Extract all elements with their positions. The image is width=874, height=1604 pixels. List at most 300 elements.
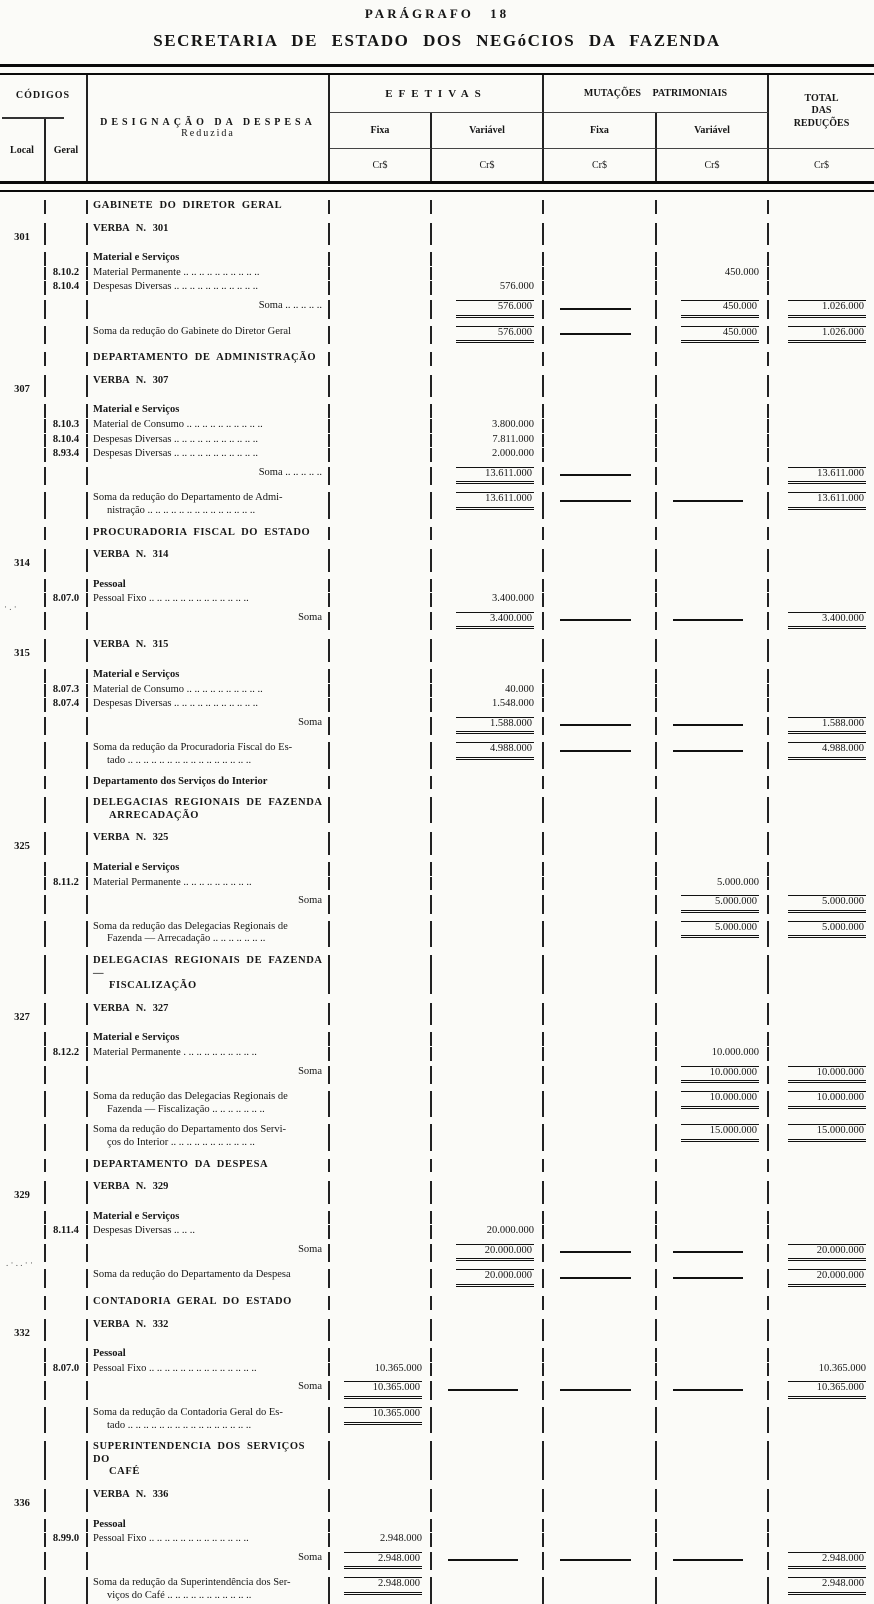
cell-designacao <box>88 252 330 266</box>
table-row <box>0 876 874 891</box>
cell-efetivas-variavel <box>432 549 544 572</box>
cell-efetivas-variavel <box>432 579 544 593</box>
cell-efetivas-variavel <box>432 832 544 855</box>
table-row <box>0 1204 874 1225</box>
amount: 3.400.000 <box>492 593 534 605</box>
cell-mutacoes-variavel <box>657 717 769 736</box>
cell-mutacoes-fixa <box>544 1296 657 1310</box>
cell-geral-code <box>46 1066 88 1085</box>
cell-total-reducoes <box>769 467 874 486</box>
table-row <box>0 607 874 631</box>
amount: 5.000.000 <box>788 921 866 939</box>
cell-geral-code <box>46 1296 88 1310</box>
cell-efetivas-variavel <box>432 1348 544 1362</box>
row-label-line2: FISCALIZAÇÃO <box>109 980 197 992</box>
cell-efetivas-variavel <box>432 419 544 433</box>
cell-total-reducoes <box>769 1296 874 1310</box>
table-row <box>0 1084 874 1117</box>
cell-local-code <box>0 527 46 541</box>
cell-efetivas-variavel <box>432 375 544 398</box>
cell-mutacoes-fixa <box>544 698 657 712</box>
row-label: Material de Consumo .. .. .. .. .. .. .. .. .. .. <box>93 418 263 430</box>
cell-local-code <box>0 877 46 891</box>
cell-geral-code <box>46 742 88 768</box>
cell-geral-code: 8.11.2 <box>46 877 88 891</box>
dash-mark <box>560 750 630 752</box>
cell-total-reducoes <box>769 742 874 768</box>
codes-subheaders <box>0 119 86 181</box>
row-label: Departamento dos Serviços do Interior <box>93 775 268 787</box>
cell-local-code <box>0 684 46 698</box>
cell-mutacoes-fixa <box>544 1124 657 1150</box>
cell-geral-code <box>46 1211 88 1225</box>
cell-designacao <box>88 921 330 947</box>
cell-efetivas-fixa <box>330 1032 432 1046</box>
cell-efetivas-variavel <box>432 1047 544 1061</box>
cell-designacao <box>88 1032 330 1046</box>
cell-total-reducoes <box>769 593 874 607</box>
cell-mutacoes-variavel <box>657 281 769 295</box>
cell-local-code <box>0 1381 46 1400</box>
amount: 1.588.000 <box>788 717 866 735</box>
total-line-3: REDUÇÕES <box>793 117 850 129</box>
cell-total-reducoes <box>769 797 874 823</box>
cell-mutacoes-variavel <box>657 375 769 398</box>
cell-local-code <box>0 434 46 448</box>
row-label: Soma da redução do Departamento da Despesa <box>93 1269 291 1281</box>
cell-geral-code <box>46 1577 88 1603</box>
cell-total-reducoes <box>769 1032 874 1046</box>
table-row <box>0 295 874 319</box>
cell-mutacoes-fixa <box>544 955 657 994</box>
cell-efetivas-fixa <box>330 669 432 683</box>
cell-total-reducoes <box>769 612 874 631</box>
cell-efetivas-variavel <box>432 639 544 662</box>
cell-mutacoes-variavel <box>657 448 769 462</box>
cell-efetivas-fixa <box>330 684 432 698</box>
amount: 13.611.000 <box>788 492 866 510</box>
dash-mark <box>560 724 630 726</box>
row-label: Material e Serviços <box>93 862 180 873</box>
cell-total-reducoes <box>769 527 874 541</box>
header-bottom-rule <box>0 181 874 192</box>
scanned-budget-page <box>0 6 874 1601</box>
cell-designacao <box>88 281 330 295</box>
cell-geral-code: 8.10.2 <box>46 267 88 281</box>
cell-total-reducoes <box>769 921 874 947</box>
cell-local-code <box>0 492 46 518</box>
row-label: Material de Consumo .. .. .. .. .. .. .. .. .. .. <box>93 683 263 695</box>
row-label: Despesas Diversas .. .. .. .. .. .. .. .. .. .. .. <box>93 281 259 293</box>
cell-geral-code <box>46 467 88 486</box>
cell-total-reducoes <box>769 1269 874 1288</box>
cell-total-reducoes <box>769 1489 874 1512</box>
cell-efetivas-fixa <box>330 877 432 891</box>
cell-geral-code: 8.12.2 <box>46 1047 88 1061</box>
cell-mutacoes-fixa <box>544 352 657 366</box>
dash-mark <box>673 1389 742 1391</box>
cell-efetivas-fixa <box>330 1533 432 1547</box>
cell-efetivas-variavel <box>432 1519 544 1533</box>
cell-efetivas-variavel <box>432 267 544 281</box>
row-label: Soma da redução do Departamento dos Servi- <box>93 1124 287 1136</box>
table-row <box>0 447 874 462</box>
cell-local-code <box>0 326 46 345</box>
cell-local-code: 327 <box>0 1003 46 1026</box>
cell-designacao <box>88 776 330 790</box>
cell-local-code <box>0 669 46 683</box>
table-row <box>0 1341 874 1362</box>
cell-geral-code <box>46 797 88 823</box>
amount: 2.948.000 <box>380 1533 422 1545</box>
cell-efetivas-fixa <box>330 200 432 214</box>
table-row <box>0 1532 874 1547</box>
dash-mark <box>560 308 630 310</box>
table-row <box>0 1288 874 1310</box>
cell-efetivas-variavel <box>432 404 544 418</box>
cell-mutacoes-variavel <box>657 200 769 214</box>
table-row <box>0 1224 874 1239</box>
dash-mark <box>560 1389 630 1391</box>
cell-designacao <box>88 527 330 541</box>
cell-designacao <box>88 579 330 593</box>
cell-geral-code: 8.11.4 <box>46 1225 88 1239</box>
dash-mark <box>560 500 630 502</box>
row-label: Material e Serviços <box>93 1032 180 1044</box>
cell-mutacoes-fixa <box>544 252 657 266</box>
cell-geral-code <box>46 549 88 572</box>
table-row <box>0 214 874 246</box>
amount: 3.400.000 <box>456 612 534 630</box>
cell-total-reducoes <box>769 1348 874 1362</box>
cell-efetivas-variavel <box>432 1066 544 1085</box>
cell-geral-code <box>46 612 88 631</box>
cell-total-reducoes <box>769 267 874 281</box>
row-label: CONTADORIA GERAL DO ESTADO <box>93 1296 292 1308</box>
cell-local-code <box>0 1296 46 1310</box>
cell-efetivas-fixa <box>330 1363 432 1377</box>
cell-geral-code <box>46 300 88 319</box>
cell-total-reducoes <box>769 1225 874 1239</box>
cell-efetivas-variavel <box>432 1269 544 1288</box>
table-row <box>0 735 874 768</box>
row-label: Soma <box>298 895 322 907</box>
amount: 1.026.000 <box>788 326 866 344</box>
cell-mutacoes-fixa <box>544 877 657 891</box>
row-label: GABINETE DO DIRETOR GERAL <box>93 200 283 211</box>
cell-mutacoes-fixa <box>544 1047 657 1061</box>
cell-designacao <box>88 467 330 486</box>
cell-designacao <box>88 1269 330 1288</box>
amount: 40.000 <box>505 683 534 695</box>
amount: 1.588.000 <box>456 717 534 735</box>
amount: 13.611.000 <box>456 467 534 485</box>
cell-mutacoes-fixa <box>544 467 657 486</box>
cell-local-code <box>0 200 46 214</box>
cell-total-reducoes <box>769 281 874 295</box>
cell-efetivas-fixa <box>330 1519 432 1533</box>
cell-mutacoes-fixa <box>544 1269 657 1288</box>
cell-local-code <box>0 1091 46 1117</box>
cell-mutacoes-fixa <box>544 776 657 790</box>
cell-total-reducoes <box>769 448 874 462</box>
table-row <box>0 1480 874 1512</box>
cell-total-reducoes <box>769 1181 874 1204</box>
cell-designacao <box>88 1047 330 1061</box>
amount: 20.000.000 <box>456 1244 534 1262</box>
cell-designacao <box>88 1244 330 1263</box>
cell-designacao <box>88 1381 330 1400</box>
amount: 2.948.000 <box>788 1552 866 1570</box>
cell-mutacoes-fixa <box>544 527 657 541</box>
cell-mutacoes-variavel <box>657 921 769 947</box>
cell-local-code <box>0 797 46 823</box>
cell-mutacoes-variavel <box>657 1296 769 1310</box>
cell-mutacoes-variavel <box>657 326 769 345</box>
row-label: Pessoal <box>93 1518 126 1530</box>
cell-mutacoes-variavel <box>657 549 769 572</box>
dash-mark <box>560 1277 630 1279</box>
cell-total-reducoes <box>769 669 874 683</box>
dash-mark <box>673 1277 742 1279</box>
cell-designacao <box>88 1159 330 1173</box>
mutacoes-header: MUTAÇÕES PATRIMONIAIS <box>544 75 769 113</box>
amount: 576.000 <box>456 326 534 344</box>
cell-geral-code <box>46 1348 88 1362</box>
cell-mutacoes-variavel <box>657 223 769 246</box>
cell-mutacoes-variavel <box>657 404 769 418</box>
row-label: Material Permanente .. .. .. .. .. .. .. .. .. .. <box>93 266 260 278</box>
cell-efetivas-fixa <box>330 1244 432 1263</box>
cell-efetivas-variavel <box>432 492 544 518</box>
efetivas-header: EFETIVAS <box>330 75 544 113</box>
paragraph-title: PARÁGRAFO 18 <box>364 6 510 21</box>
amount: 576.000 <box>456 300 534 318</box>
cell-local-code <box>0 1533 46 1547</box>
row-label: Pessoal Fixo .. .. .. .. .. .. .. .. .. .. .. .. .. .. <box>93 1362 257 1374</box>
cell-efetivas-fixa <box>330 895 432 914</box>
cell-local-code <box>0 300 46 319</box>
cell-efetivas-fixa <box>330 1269 432 1288</box>
cell-total-reducoes <box>769 252 874 266</box>
cell-designacao <box>88 1348 330 1362</box>
cell-total-reducoes <box>769 223 874 246</box>
amount: 13.611.000 <box>456 492 534 510</box>
cell-local-code: 329 <box>0 1181 46 1204</box>
row-label: Soma .. .. .. .. .. <box>258 299 322 311</box>
cell-efetivas-variavel <box>432 862 544 876</box>
cell-efetivas-variavel <box>432 1533 544 1547</box>
cell-total-reducoes <box>769 862 874 876</box>
cell-efetivas-fixa <box>330 419 432 433</box>
cell-geral-code <box>46 492 88 518</box>
cell-mutacoes-fixa <box>544 1032 657 1046</box>
dash-mark <box>673 750 742 752</box>
cell-local-code <box>0 612 46 631</box>
cell-mutacoes-fixa <box>544 434 657 448</box>
row-label: Soma da redução das Delegacias Regionais de <box>93 1091 288 1103</box>
cell-local-code <box>0 895 46 914</box>
table-row <box>0 1061 874 1085</box>
table-row <box>0 1310 874 1342</box>
cell-efetivas-fixa <box>330 375 432 398</box>
table-row <box>0 540 874 572</box>
cell-geral-code <box>46 717 88 736</box>
cell-efetivas-variavel <box>432 1407 544 1433</box>
cell-mutacoes-fixa <box>544 1159 657 1173</box>
amount: 4.988.000 <box>788 742 866 760</box>
cell-designacao <box>88 434 330 448</box>
cell-geral-code <box>46 527 88 541</box>
cell-designacao <box>88 612 330 631</box>
cell-total-reducoes <box>769 326 874 345</box>
cell-mutacoes-variavel <box>657 1489 769 1512</box>
table-row <box>0 462 874 486</box>
cell-efetivas-variavel <box>432 200 544 214</box>
cell-mutacoes-variavel <box>657 1181 769 1204</box>
cell-mutacoes-fixa <box>544 921 657 947</box>
cell-local-code <box>0 776 46 790</box>
table-row <box>0 397 874 418</box>
cell-efetivas-variavel <box>432 1381 544 1400</box>
cell-mutacoes-fixa <box>544 1211 657 1225</box>
cell-mutacoes-fixa <box>544 593 657 607</box>
cell-local-code <box>0 1577 46 1603</box>
cell-designacao <box>88 877 330 891</box>
cell-efetivas-fixa <box>330 448 432 462</box>
cell-efetivas-variavel <box>432 1552 544 1571</box>
dash-mark <box>673 1251 742 1253</box>
cell-mutacoes-variavel <box>657 467 769 486</box>
table-row <box>0 855 874 876</box>
row-label: Soma da redução do Gabinete do Diretor Geral <box>93 325 291 337</box>
cell-local-code: 301 <box>0 223 46 246</box>
cell-designacao <box>88 895 330 914</box>
cell-local-code <box>0 1441 46 1480</box>
cell-local-code <box>0 579 46 593</box>
cell-designacao <box>88 492 330 518</box>
row-label: Pessoal Fixo .. .. .. .. .. .. .. .. .. .. .. .. .. <box>93 593 249 605</box>
cell-local-code <box>0 281 46 295</box>
cell-efetivas-fixa <box>330 1552 432 1571</box>
cell-efetivas-fixa <box>330 1407 432 1433</box>
table-row <box>0 662 874 683</box>
cell-efetivas-fixa <box>330 698 432 712</box>
table-row <box>0 1547 874 1571</box>
cell-mutacoes-variavel <box>657 1124 769 1150</box>
total-line-1: TOTAL <box>804 92 839 104</box>
table-row <box>0 712 874 736</box>
designacao-subheader-label: Reduzida <box>181 128 235 139</box>
amount: 13.611.000 <box>788 467 866 485</box>
cell-efetivas-fixa <box>330 267 432 281</box>
cell-local-code <box>0 1211 46 1225</box>
dash-mark <box>673 1559 742 1561</box>
cell-total-reducoes <box>769 492 874 518</box>
table-row <box>0 769 874 790</box>
table-row <box>0 1025 874 1046</box>
cell-local-code <box>0 448 46 462</box>
cell-efetivas-fixa <box>330 1159 432 1173</box>
cell-total-reducoes <box>769 1319 874 1342</box>
cell-mutacoes-fixa <box>544 1244 657 1263</box>
row-label: Material e Serviços <box>93 1210 180 1222</box>
cell-efetivas-variavel <box>432 669 544 683</box>
row-label: Soma da redução do Departamento de Admi- <box>93 492 283 504</box>
row-label-line2: ços do Interior .. .. .. .. .. .. .. .. .. .. .. <box>107 1136 255 1148</box>
cell-mutacoes-fixa <box>544 300 657 319</box>
row-label: Soma <box>298 611 322 623</box>
cell-local-code <box>0 1047 46 1061</box>
cell-designacao <box>88 1091 330 1117</box>
table-row <box>0 1239 874 1263</box>
cell-designacao <box>88 593 330 607</box>
row-label: VERBA N. 332 <box>93 1318 169 1330</box>
cell-geral-code <box>46 326 88 345</box>
cell-local-code <box>0 1348 46 1362</box>
cell-designacao <box>88 669 330 683</box>
cell-total-reducoes <box>769 1552 874 1571</box>
cell-designacao <box>88 352 330 366</box>
cell-mutacoes-variavel <box>657 1066 769 1085</box>
amount: 450.000 <box>724 266 759 278</box>
cell-total-reducoes <box>769 352 874 366</box>
cell-efetivas-variavel <box>432 434 544 448</box>
table-row <box>0 1512 874 1533</box>
cell-local-code <box>0 1032 46 1046</box>
cell-mutacoes-variavel <box>657 776 769 790</box>
cell-mutacoes-variavel <box>657 862 769 876</box>
cell-mutacoes-variavel <box>657 1552 769 1571</box>
cell-total-reducoes <box>769 717 874 736</box>
mutacoes-variavel-header: Variável <box>657 113 769 149</box>
amount: 10.000.000 <box>788 1091 866 1109</box>
table-row <box>0 890 874 914</box>
row-label: Despesas Diversas .. .. .. .. .. .. .. .. .. .. .. <box>93 433 259 445</box>
amount: 2.000.000 <box>492 448 534 460</box>
row-label: VERBA N. 315 <box>93 639 169 651</box>
cell-efetivas-fixa <box>330 252 432 266</box>
cell-mutacoes-fixa <box>544 267 657 281</box>
amount: 10.365.000 <box>344 1407 422 1425</box>
cell-total-reducoes <box>769 955 874 994</box>
budget-table <box>0 64 874 1601</box>
cell-local-code <box>0 252 46 266</box>
cell-designacao <box>88 404 330 418</box>
cell-geral-code: 8.07.4 <box>46 698 88 712</box>
cell-efetivas-variavel <box>432 742 544 768</box>
row-label-line2: Fazenda — Arrecadação .. .. .. .. .. .. .. <box>107 933 266 945</box>
cell-efetivas-variavel <box>432 1181 544 1204</box>
cell-designacao <box>88 1363 330 1377</box>
row-label: Soma da redução da Procuradoria Fiscal do Es- <box>93 742 293 754</box>
cell-mutacoes-variavel <box>657 742 769 768</box>
cell-mutacoes-variavel <box>657 252 769 266</box>
cell-efetivas-fixa <box>330 1348 432 1362</box>
page-title: SECRETARIA DE ESTADO DOS NEGóCIOS DA FAZENDA <box>153 31 721 50</box>
row-label: VERBA N. 307 <box>93 374 169 386</box>
cell-mutacoes-fixa <box>544 1533 657 1547</box>
cell-local-code <box>0 955 46 994</box>
cell-designacao <box>88 549 330 572</box>
page-header <box>0 6 874 51</box>
cell-total-reducoes <box>769 1441 874 1480</box>
cell-efetivas-fixa <box>330 1319 432 1342</box>
cell-mutacoes-variavel <box>657 593 769 607</box>
cell-efetivas-variavel <box>432 527 544 541</box>
cell-efetivas-variavel <box>432 1296 544 1310</box>
cell-efetivas-fixa <box>330 1003 432 1026</box>
